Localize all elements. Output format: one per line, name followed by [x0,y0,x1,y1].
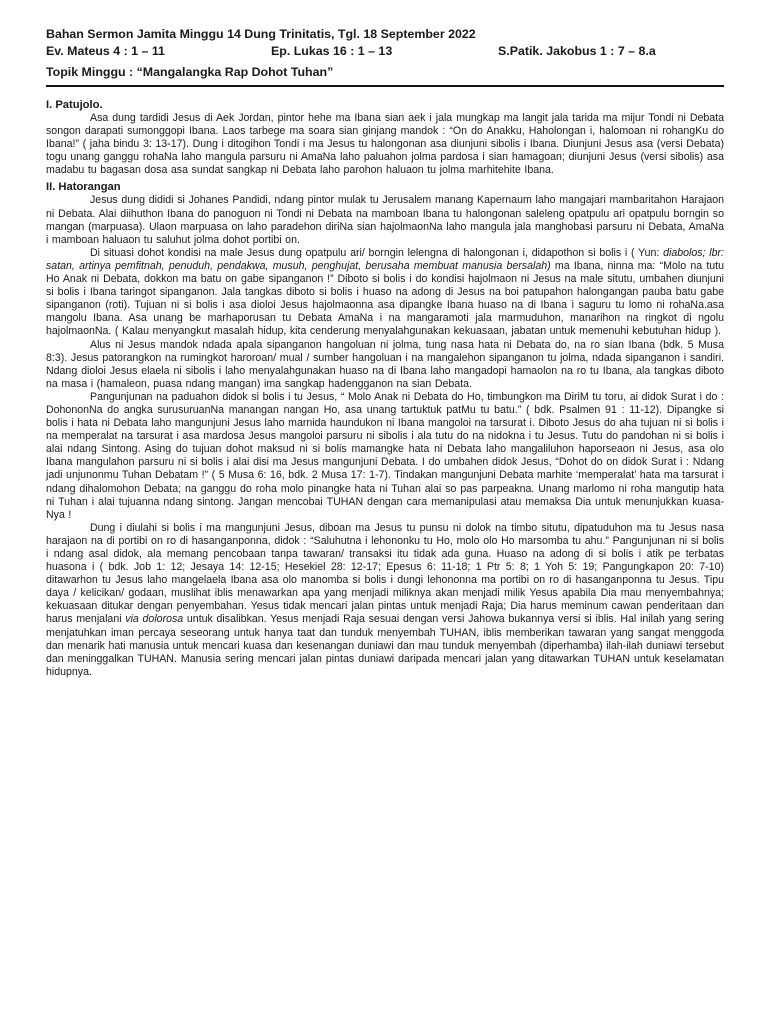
section-1-title: I. Patujolo. [46,99,103,111]
document-page [46,26,724,679]
evangelium-reference: Ev. Mateus 4 : 1 – 11 [46,44,165,58]
paragraph-2-text-b: ma Ibana, ninna ma: “Molo na tutu Ho Anak ni Debata, dokkon ma batu on gabe sipanganon !” Diboto si bolis i do kondisi hajolmaon ni Jesus na male situtu, umbahen diunjuni si bolis i Ibana taringot sipanganon. Jala tangkas diboto si bolis i huaso na adong di Jesus na boi patupahon halongangan pauba batu gabe sipanganon (roti). Tujuan ni si bolis i asa dioloi Jesus hajolmaonna asa dipangke Ibana huaso na di Ibana i saguru tu lomo ni rohaNa.asa mangolu Ibana. Asa unang be marhaporusan tu Debata AmaNa i na mangaramoti jala marmuduhon, manarihon na ringkot di ngolu hajolmaonNa. ( Kalau menyangkut masalah hidup, kita cenderung menyalahgunakan kekuasaan, jabatan untuk memenuhi kebutuhan hidup ). [46,259,725,338]
paragraph-5-italic-term: via dolorosa [125,613,184,626]
weekly-topic: Topik Minggu : “Mangalangka Rap Dohot Tuhan” [46,65,334,79]
spatik-reference: S.Patik. Jakobus 1 : 7 – 8.a [498,44,656,58]
section-2-paragraph-4: Pangunjunan na paduahon didok si bolis i tu Jesus, “ Molo Anak ni Debata do Ho, timbungkon ma DiriM tu toru, ai didok Surat i do : DohononNa do angka surusuruanNa manangan nangan Ho, asa unang tartuktuk patMu tu batu.” ( bdk. Psalmen 91 : 11-12). Dipangke si bolis i hata ni Debata laho mangunjuni Jesus laho marnida haundukon ni Ibana mangoloi na tarsurat i. Diboto Jesus do aha tujuan ni si bolis i na memperalat na tarsurat i asa mardosa Jesus mangoloi parsuru ni sibolis i ala tutu do na nidokna i tu Jesus. Tutu do pandohan ni si bolis i alai ndang Sintong. Asing do tujuan dohot maksud ni si bolis mamangke hata ni Debata laho mangaliluhon haporseaon ni Jesus, asa olo Ibana mangulahon parsuru ni si bolis i alai disi ma Jesus mangunjuni Debata. I do umbahen didok Jesus, “Dohot do on didok Surat i : Ndang jadi unjunonmu Tuhan Debatam !” ( 5 Musa 6: 16, bdk. 2 Musa 17: 1-7). Tindakan mangunjuni Debata marhite ‘memperalat’ hata ma tarsurat i ndang dihalomohon Debata; na ganggu do roha molo pinangke hata ni Tuhan alai so pas parpeakna. Unang marlomo ni roha mangutip hata ni Tuhan i alai tujuanna ndang sintong. Jangan mencobai TUHAN dengan cara memanipulasi atau memaksa Dia untuk menunjukkan kuasa-Nya ! [46,390,724,521]
header-line-3 [46,64,724,81]
header-line-1 [46,26,724,43]
epistle-reference: Ep. Lukas 16 : 1 – 13 [271,44,393,58]
paragraph-2-text-a: Di situasi dohot kondisi na male Jesus dung opatpulu ari/ borngin lelengna di halongonan i, didapothon si bolis i ( Yun: [90,246,664,259]
sermon-title: Bahan Sermon Jamita Minggu 14 Dung Trinitatis, Tgl. 18 September 2022 [46,27,476,41]
section-2-paragraph-5 [46,522,724,679]
section-2-paragraph-1: Jesus dung dididi si Johanes Pandidi, ndang pintor mulak tu Jerusalem manang Kapernaum laho mangajari mambaritahon Harajaon ni Debata. Alai diihuthon Ibana do panoguon ni Tondi ni Debata na mamboan Ibana tu halongonan saleleng opatpulu ari opatpulu borngin so mangan (marpuasa). Ulaon marpuasa on laho paradehon diriNa sian hajolmaonNa laho mangula jala manghobasi parsuru ni Debata, AmaNa i mamboan haluaon tu saluhut jolma dohot portibi on. [46,194,724,246]
section-2-title: II. Hatorangan [46,181,121,194]
paragraph-5-text-a: Dung i diulahi si bolis i ma mangunjuni Jesus, diboan ma Jesus tu punsu ni dolok na timbo situtu, dipatuduhon ma tu Jesus nasa harajaon na di portibi on ro di hasanganponna, didok : “Saluhutna i lehononku tu Ho, molo olo Ho marsomba tu ahu.” Pangunjunan ni si bolis i ndang asal didok, ala memang pencobaan tanpa tawaran/ transaksi itu tidak ada guna. Huaso na adong di si bolis i atik pe terbatas huasona i ( bdk. Job 1: 12; Jesaya 14: 12-15; Hesekiel 28: 12-17; Epesus 6: 11-18; 1 Ptr 5: 8; 1 Yoh 5: 19; Pangungkapon 20: 7-10) ditawarhon tu Jesus laho mangelaela Ibana asa olo manomba si bolis i dungi lehononna ma portibi on ro di hasanganponna tu Jesus. Tipu daya / kelicikan/ godaan, muslihat iblis menawarkan apa yang menjadi miliknya akan menjadi milik Yesus apabila Dia mau menyembahnya; kekuasaan ditukar dengan penyembahan. Yesus tidak mencari jalan pintas untuk menjadi Raja; Dia harus meminum cawan penderitaan dan harus menjalani [46,521,724,626]
section-2-paragraph-3: Alus ni Jesus mandok ndada apala sipanganon hangoluan ni jolma, tung nasa hata ni Debata do, na ro sian Ibana (bdk. 5 Musa 8:3). Jesus patorangkon na rumingkot haroroan/ mual / sumber hangoluan i na mangalehon sipanganon tu jolma, ndada sipanganon i sandiri. Ndang dioloi Jesus elaela ni sibolis i laho menyalahgunakan huaso na di Ibana laho mangadopi hamaolon na ro tu Ibana, ala tangkas diboto na masa i (hamaleon, puasa ndang mangan) ima sangkap hadengganon na sian Debata. [46,338,724,390]
section-1-paragraph-1: Asa dung tardidi Jesus di Aek Jordan, pintor hehe ma Ibana sian aek i jala mungkap ma langit jala tarida ma mijur Tondi ni Debata songon darapati sumonggopi Ibana. Laos tarbege ma soara sian ginjang mandok : “On do Anakku, Haholongan i, halomoan ni rohangKu do Ibana!” ( jaha bindu 3: 13-17). Dung i ditogihon Tondi i ma Jesus tu halongonan asa diunjuni sibolis i Ibana. Diunjuni Jesus asa (versi Debata) togu unang ganggu rohaNa laho mangula parsuru ni AmaNa laho paluahon jolma pardosa i sian hamagoan; diunjuni Jesus (versi sibolis) asa madabu tu bagasan dosa asa sundat sangkap ni Debata laho parohon haluaon tu jolma marhitehite Ibana. [46,112,724,177]
paragraph-5-text-b: untuk disalibkan. Yesus menjadi Raja sesuai dengan versi Jahowa bukannya versi si iblis. Hal inilah yang sering menjatuhkan iman percaya seseorang untuk hanya taat dan tunduk menyembah TUHAN, iblis memberikan tawaran yang sangat menggoda dan menarik hati manusia untuk mencari kuasa dan kesenangan duniawi dan mau tunduk menyembah (diperhamba) ilah-ilah duniawi tersebut dan meninggalkan TUHAN. Manusia sering mencari jalan pintas duniawi daripada mencari jalan yang ditawarkan TUHAN untuk keselamatan hidupnya. [46,613,725,678]
section-2-paragraph-2 [46,247,724,339]
paragraph-2-italic-gloss: diabolos; lbr: satan, artinya pemfitnah, penuduh, pendakwa, musuh, penghujat, berusaha membuat manusia bersalah) [46,246,724,272]
header-line-2 [46,43,724,60]
